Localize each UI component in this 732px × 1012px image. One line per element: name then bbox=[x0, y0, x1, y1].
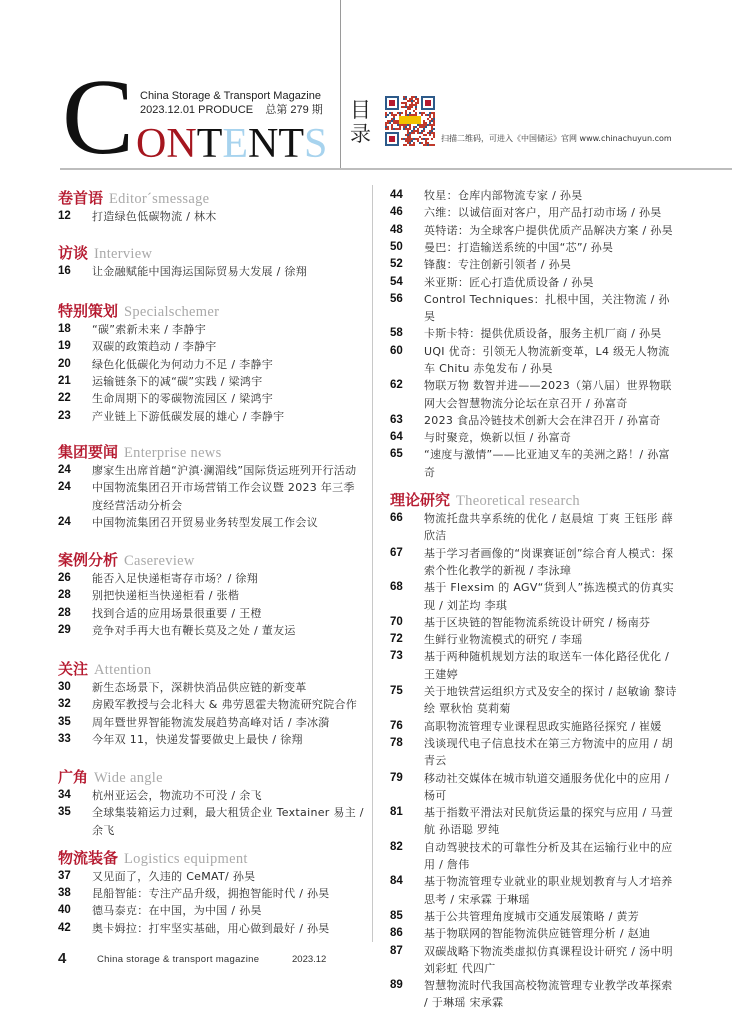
toc-article-title: 米亚斯：匠心打造优质设备 / 孙昊 bbox=[424, 275, 594, 289]
section-title-en: Theoretical research bbox=[456, 493, 580, 510]
toc-entry[interactable] bbox=[390, 648, 680, 683]
magazine-name: China Storage & Transport Magazine bbox=[140, 90, 321, 102]
contents-logo: ONTENTS bbox=[136, 121, 328, 167]
toc-entry[interactable] bbox=[58, 605, 364, 622]
toc-page-number: 76 bbox=[390, 719, 403, 732]
toc-entry[interactable] bbox=[390, 718, 680, 735]
toc-entry[interactable] bbox=[58, 920, 364, 937]
section-title-zh: 关注 bbox=[58, 660, 89, 678]
toc-entry[interactable] bbox=[390, 631, 680, 648]
toc-entry[interactable] bbox=[58, 263, 364, 280]
toc-article-title: 找到合适的应用场景很重要 / 王橙 bbox=[92, 606, 262, 620]
toc-article-title: 基于物联网的智能物流供应链管理分析 / 赵迪 bbox=[424, 927, 651, 941]
toc-article-title: “速度与激情”——比亚迪叉车的美洲之路！/ 孙富奇 bbox=[424, 448, 670, 479]
toc-article-title: 2023 食品冷链技术创新大会在津召开 / 孙富奇 bbox=[424, 413, 661, 427]
toc-page-number: 75 bbox=[390, 685, 403, 698]
toc-entry[interactable] bbox=[390, 579, 680, 614]
toc-page-number: 34 bbox=[58, 789, 71, 801]
toc-page-number: 12 bbox=[58, 210, 71, 222]
toc-entry[interactable] bbox=[390, 239, 680, 256]
toc-entry[interactable] bbox=[58, 462, 364, 479]
toc-page-number: 30 bbox=[58, 681, 71, 693]
footer-page-number: 4 bbox=[58, 950, 67, 967]
toc-entry[interactable] bbox=[390, 683, 680, 718]
qr-code-icon[interactable] bbox=[385, 96, 435, 146]
toc-entry[interactable] bbox=[58, 587, 364, 604]
toc-article-title: 德马泰克：在中国，为中国 / 孙昊 bbox=[92, 904, 262, 918]
qr-caption: 扫描二维码，可进入《中国储运》官网 www.chinachuyun.com bbox=[441, 134, 672, 143]
toc-article-title: 高职物流管理专业课程思政实施路径探究 / 崔媛 bbox=[424, 719, 662, 733]
mulu-title: 目 录 bbox=[350, 98, 371, 146]
issue-info: 2023.12.01 PRODUCE 总第 279 期 bbox=[140, 104, 323, 116]
toc-page-number: 37 bbox=[58, 869, 71, 882]
toc-entry[interactable] bbox=[390, 446, 680, 481]
toc-entry[interactable] bbox=[58, 885, 364, 902]
toc-page-number: 48 bbox=[390, 223, 403, 236]
toc-page-number: 20 bbox=[58, 357, 71, 370]
toc-article-title: 基于 Flexsim 的 AGV“货到人”拣选模式的仿真实现 / 刘芷均 李琪 bbox=[424, 581, 674, 612]
toc-article-title: 今年双 11，快递发誓要做史上最快 / 徐翔 bbox=[92, 732, 303, 746]
toc-entry[interactable] bbox=[390, 770, 680, 805]
section-title-en: Logistics equipment bbox=[124, 850, 248, 867]
toc-entry[interactable] bbox=[390, 735, 680, 770]
toc-page-number: 66 bbox=[390, 512, 403, 525]
toc-article-title: 能否入足快递柜寄存市场？/ 徐翔 bbox=[92, 572, 259, 585]
toc-article-title: 杭州亚运会，物流功不可没 / 余飞 bbox=[92, 789, 262, 802]
toc-entry[interactable] bbox=[58, 514, 364, 531]
toc-article-title: UQI 优奇：引领无人物流新变革，L4 级无人物流车 Chitu 赤兔发布 / 孙昊 bbox=[424, 344, 670, 375]
toc-page-number: 64 bbox=[390, 431, 403, 444]
toc-page-number: 35 bbox=[58, 806, 71, 819]
toc-page-number: 29 bbox=[58, 623, 71, 636]
toc-article-title: “碳”索新未来 / 李静宇 bbox=[92, 323, 206, 336]
toc-article-title: 生鲜行业物流模式的研究 / 李瑶 bbox=[424, 633, 583, 647]
toc-article-title: 全球集装箱运力过剩，最大租赁企业 Textainer 易主 / 余飞 bbox=[92, 806, 364, 837]
toc-page-number: 52 bbox=[390, 258, 403, 271]
header-vertical-divider bbox=[340, 0, 341, 168]
section-title-en: Interview bbox=[94, 246, 153, 262]
toc-page-number: 73 bbox=[390, 650, 403, 663]
toc-entry[interactable] bbox=[390, 943, 680, 978]
toc-entry[interactable] bbox=[58, 902, 364, 919]
toc-entry[interactable] bbox=[390, 187, 680, 204]
toc-page-number: 85 bbox=[390, 909, 403, 922]
toc-entry[interactable] bbox=[390, 222, 680, 239]
toc-entry[interactable] bbox=[58, 868, 364, 885]
toc-page-number: 68 bbox=[390, 581, 403, 594]
toc-page-number: 67 bbox=[390, 546, 403, 559]
toc-entry[interactable] bbox=[390, 925, 680, 942]
toc-entry[interactable] bbox=[58, 390, 364, 407]
toc-entry[interactable] bbox=[58, 321, 364, 338]
toc-entry[interactable] bbox=[58, 787, 364, 804]
toc-article-title: 双碳的政策趋动 / 李静宇 bbox=[92, 340, 217, 354]
toc-page-number: 46 bbox=[390, 206, 403, 219]
toc-article-title: 关于地铁营运组织方式及安全的探讨 / 赵敏谕 黎诗绘 覃秋怡 莫莉菊 bbox=[424, 685, 677, 716]
section-title-en: Editor´smessage bbox=[109, 191, 210, 207]
toc-article-title: 移动社交媒体在城市轨道交通服务优化中的应用 / 杨可 bbox=[424, 771, 670, 802]
section-heading bbox=[58, 660, 152, 679]
toc-entry[interactable] bbox=[390, 510, 680, 545]
toc-article-title: 牧星：仓库内部物流专家 / 孙昊 bbox=[424, 189, 583, 202]
toc-page-number: 87 bbox=[390, 944, 403, 957]
toc-page-number: 44 bbox=[390, 189, 403, 201]
section-title-en: Specialschemer bbox=[124, 304, 220, 320]
toc-article-title: 浅谈现代电子信息技术在第三方物流中的应用 / 胡青云 bbox=[424, 736, 673, 768]
toc-page-number: 60 bbox=[390, 344, 403, 357]
toc-entry[interactable] bbox=[390, 274, 680, 291]
toc-entry[interactable] bbox=[58, 208, 364, 225]
toc-entry[interactable] bbox=[58, 731, 364, 748]
toc-article-title: 基于物流管理专业就业的职业规划教育与人才培养思考 / 宋承霖 于琳瑶 bbox=[424, 875, 673, 906]
toc-article-title: 让金融赋能中国海运国际贸易大发展 / 徐翔 bbox=[92, 265, 307, 278]
section-title-zh: 物流装备 bbox=[58, 848, 119, 867]
toc-page-number: 79 bbox=[390, 771, 403, 784]
toc-entry[interactable] bbox=[58, 373, 364, 390]
toc-page-number: 65 bbox=[390, 448, 403, 461]
section-title-zh: 集团要闻 bbox=[58, 443, 119, 461]
toc-entry[interactable] bbox=[390, 908, 680, 925]
toc-article-title: 卡斯卡特：提供优质设备，服务主机厂商 / 孙昊 bbox=[424, 327, 662, 341]
section-title-zh: 卷首语 bbox=[58, 189, 104, 207]
toc-article-title: 又见面了，久违的 CeMAT/ 孙昊 bbox=[92, 869, 256, 883]
toc-page-number: 50 bbox=[390, 240, 403, 253]
toc-entry[interactable] bbox=[58, 479, 364, 514]
toc-page-number: 35 bbox=[58, 715, 71, 728]
toc-page-number: 33 bbox=[58, 732, 71, 745]
section-title-en: Enterprise news bbox=[124, 445, 222, 461]
footer-magazine-name: China storage & transport magazine bbox=[97, 954, 260, 965]
toc-page-number: 81 bbox=[390, 806, 403, 819]
toc-page-number: 16 bbox=[58, 265, 71, 277]
toc-page-number: 19 bbox=[58, 340, 71, 353]
toc-article-title: 昆船智能：专注产品升级，拥抱智能时代 / 孙昊 bbox=[92, 887, 330, 901]
toc-page-number: 24 bbox=[58, 464, 71, 476]
toc-article-title: 基于指数平滑法对民航货运量的探究与应用 / 马萱航 孙语聪 罗纯 bbox=[424, 806, 673, 837]
toc-article-title: 中国物流集团召开贸易业务转型发展工作会议 bbox=[92, 515, 318, 529]
section-heading bbox=[58, 768, 163, 787]
toc-entry[interactable] bbox=[58, 356, 364, 373]
section-heading bbox=[58, 443, 222, 462]
toc-page-number: 28 bbox=[58, 606, 71, 619]
toc-entry[interactable] bbox=[390, 325, 680, 342]
toc-entry[interactable] bbox=[58, 714, 364, 731]
header-divider bbox=[60, 168, 732, 170]
toc-page-number: 72 bbox=[390, 633, 403, 646]
toc-article-title: 锋馥：专注创新引领者 / 孙昊 bbox=[424, 258, 572, 272]
toc-entry[interactable] bbox=[390, 804, 680, 839]
section-title-zh: 案例分析 bbox=[58, 551, 119, 569]
toc-article-title: 绿色化低碳化为何动力不足 / 李静宇 bbox=[92, 357, 274, 371]
section-heading bbox=[58, 302, 219, 321]
toc-article-title: 六维：以诚信面对客户，用产品打动市场 / 孙昊 bbox=[424, 206, 662, 220]
toc-page-number: 78 bbox=[390, 736, 403, 749]
toc-entry[interactable] bbox=[390, 256, 680, 273]
toc-page-number: 89 bbox=[390, 979, 403, 992]
toc-entry[interactable] bbox=[58, 804, 364, 839]
toc-entry[interactable] bbox=[390, 291, 680, 326]
toc-entry[interactable] bbox=[390, 977, 680, 1012]
section-heading bbox=[58, 551, 195, 570]
toc-article-title: 廖家生出席首趟“沪滇·澜湄线”国际货运班列开行活动 bbox=[92, 464, 357, 477]
toc-page-number: 62 bbox=[390, 379, 403, 392]
toc-article-title: 奥卡姆拉：打牢坚实基础，用心做到最好 / 孙昊 bbox=[92, 921, 330, 935]
toc-page-number: 21 bbox=[58, 374, 71, 387]
footer-date: 2023.12 bbox=[292, 954, 327, 965]
toc-page-number: 58 bbox=[390, 327, 403, 340]
toc-entry[interactable] bbox=[390, 343, 680, 378]
toc-article-title: 曼巴：打造输送系统的中国“芯”/ 孙昊 bbox=[424, 240, 614, 254]
toc-article-title: 新生态场景下，深耕快消品供应链的新变革 bbox=[92, 681, 307, 694]
section-title-zh: 理论研究 bbox=[390, 491, 451, 510]
section-title-en: Attention bbox=[94, 662, 152, 678]
toc-page-number: 70 bbox=[390, 615, 403, 628]
toc-entry[interactable] bbox=[58, 622, 364, 639]
toc-article-title: 产业链上下游低碳发展的雄心 / 李静宇 bbox=[92, 409, 285, 423]
toc-page-number: 24 bbox=[58, 515, 71, 528]
toc-article-title: 物联万物 数智并进——2023（第八届）世界物联网大会智慧物流分论坛在京召开 / 孙富奇 bbox=[424, 379, 672, 410]
section-heading bbox=[58, 849, 248, 868]
toc-article-title: 双碳战略下物流类虚拟仿真课程设计研究 / 汤中明 刘彩虹 代四广 bbox=[424, 944, 673, 975]
column-divider bbox=[372, 185, 373, 942]
toc-page-number: 84 bbox=[390, 875, 403, 888]
toc-entry[interactable] bbox=[390, 429, 680, 446]
toc-entry[interactable] bbox=[58, 408, 364, 425]
toc-entry[interactable] bbox=[390, 204, 680, 221]
toc-entry[interactable] bbox=[390, 545, 680, 580]
section-title-zh: 访谈 bbox=[58, 244, 89, 262]
toc-article-title: 运输链条下的减“碳”实践 / 梁鸿宇 bbox=[92, 374, 263, 388]
toc-page-number: 23 bbox=[58, 409, 71, 422]
toc-entry[interactable] bbox=[58, 679, 364, 696]
toc-article-title: 与时聚竞，焕新以恒 / 孙富奇 bbox=[424, 431, 572, 445]
toc-article-title: Control Techniques：扎根中国，关注物流 / 孙昊 bbox=[424, 292, 670, 324]
toc-page-number: 86 bbox=[390, 927, 403, 940]
toc-article-title: 竞争对手再大也有鞭长莫及之处 / 董友运 bbox=[92, 623, 296, 637]
toc-entry[interactable] bbox=[390, 839, 680, 874]
section-heading bbox=[390, 491, 580, 510]
section-title-en: Wide angle bbox=[94, 770, 163, 786]
section-title-zh: 特别策划 bbox=[58, 302, 119, 320]
toc-entry[interactable] bbox=[390, 377, 680, 412]
section-heading bbox=[58, 244, 152, 263]
toc-entry[interactable] bbox=[390, 412, 680, 429]
toc-article-title: 打造绿色低碳物流 / 林木 bbox=[92, 210, 217, 223]
toc-article-title: 自动驾驶技术的可靠性分析及其在运输行业中的应用 / 詹伟 bbox=[424, 840, 673, 872]
toc-page-number: 63 bbox=[390, 413, 403, 426]
toc-article-title: 生命周期下的零碳物流园区 / 梁鸿宇 bbox=[92, 392, 274, 406]
toc-article-title: 别把快递柜当快递柜看 / 张楷 bbox=[92, 589, 240, 603]
toc-entry[interactable] bbox=[58, 696, 364, 713]
toc-entry[interactable] bbox=[58, 338, 364, 355]
toc-page-number: 32 bbox=[58, 698, 71, 711]
toc-article-title: 基于区块链的智能物流系统设计研究 / 杨南芬 bbox=[424, 615, 651, 629]
toc-page-number: 38 bbox=[58, 887, 71, 900]
toc-article-title: 物流托盘共享系统的优化 / 赵晨煊 丁爽 王钰彤 薛欣洁 bbox=[424, 512, 673, 543]
toc-page-number: 18 bbox=[58, 323, 71, 335]
section-title-zh: 广角 bbox=[58, 768, 89, 786]
toc-page-number: 40 bbox=[58, 904, 71, 917]
toc-page-number: 54 bbox=[390, 275, 403, 288]
toc-page-number: 28 bbox=[58, 589, 71, 602]
toc-article-title: 房殿军教授与会北科大 & 弗劳恩霍夫物流研究院合作 bbox=[92, 698, 358, 712]
toc-page-number: 56 bbox=[390, 292, 403, 305]
section-title-en: Casereview bbox=[124, 553, 195, 569]
toc-page-number: 24 bbox=[58, 481, 71, 494]
toc-article-title: 基于公共管理角度城市交通发展策略 / 黄芳 bbox=[424, 909, 639, 923]
toc-entry[interactable] bbox=[390, 873, 680, 908]
toc-article-title: 周年暨世界智能物流发展趋势高峰对话 / 李冰漪 bbox=[92, 715, 330, 729]
toc-entry[interactable] bbox=[58, 570, 364, 587]
section-heading bbox=[58, 189, 209, 208]
toc-article-title: 基于学习者画像的“岗课赛证创”综合育人模式：探索个性化教学的新视 / 李泳璋 bbox=[424, 546, 674, 577]
toc-entry[interactable] bbox=[390, 614, 680, 631]
toc-page-number: 42 bbox=[58, 921, 71, 934]
toc-page-number: 22 bbox=[58, 392, 71, 405]
contents-logo-c: C bbox=[62, 58, 135, 177]
toc-page-number: 82 bbox=[390, 840, 403, 853]
toc-article-title: 英特诺：为全球客户提供优质产品解决方案 / 孙昊 bbox=[424, 223, 673, 237]
toc-article-title: 基于两种随机规划方法的取送车一体化路径优化 / 王建婷 bbox=[424, 650, 670, 681]
toc-article-title: 智慧物流时代我国高校物流管理专业教学改革探索 / 于琳瑶 宋承霖 bbox=[424, 979, 673, 1010]
toc-article-title: 中国物流集团召开市场营销工作会议暨 2023 年三季度经营活动分析会 bbox=[92, 481, 355, 512]
toc-page-number: 26 bbox=[58, 572, 71, 584]
